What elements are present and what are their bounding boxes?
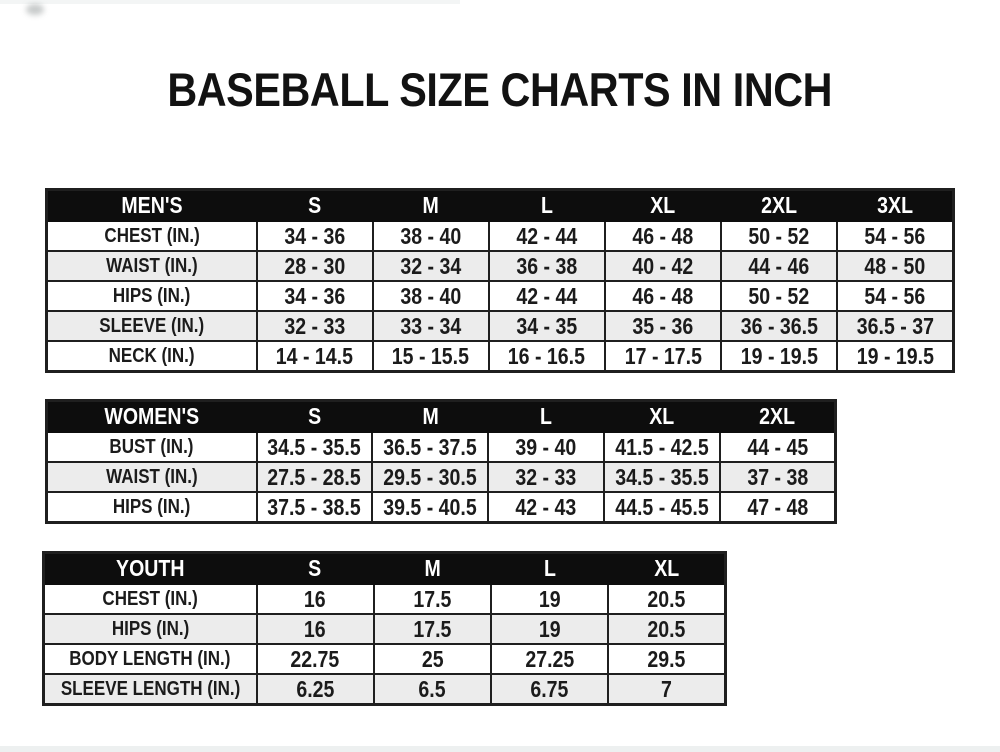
size-value-cell — [605, 311, 721, 341]
cell-text: 44 - 45 — [746, 433, 808, 460]
cell-text: 50 - 52 — [748, 282, 810, 309]
size-column-header — [489, 190, 605, 222]
cell-text: 44 - 46 — [748, 252, 810, 279]
size-column-header — [837, 190, 953, 222]
table-row — [47, 251, 954, 281]
size-value-cell — [257, 432, 373, 462]
header-text: 3XL — [877, 192, 914, 218]
cell-text: HIPS (IN.) — [113, 495, 191, 518]
cell-text: 38 - 40 — [400, 222, 462, 249]
cell-text: 36.5 - 37 — [856, 312, 934, 339]
size-value-cell — [257, 221, 373, 251]
cell-text: 36.5 - 37.5 — [383, 433, 477, 460]
cell-text: 37 - 38 — [746, 463, 808, 490]
cell-text: 19 — [538, 615, 561, 642]
size-value-cell — [491, 644, 608, 674]
size-column-header — [257, 553, 374, 585]
cell-text: 37.5 - 38.5 — [267, 493, 362, 520]
table-row — [47, 311, 954, 341]
size-column-header — [721, 190, 837, 222]
cell-text: 42 - 44 — [516, 282, 578, 309]
header-text: M — [424, 555, 441, 581]
size-value-cell — [489, 311, 605, 341]
scan-artifact-speck — [26, 4, 44, 15]
mens-size-table — [45, 188, 955, 373]
size-value-cell — [608, 584, 725, 614]
size-column-header — [372, 401, 488, 433]
size-value-cell — [491, 674, 608, 705]
cell-text: 29.5 - 30.5 — [383, 463, 477, 490]
cell-text: 41.5 - 42.5 — [615, 433, 709, 460]
size-value-cell — [720, 462, 836, 492]
size-value-cell — [257, 584, 374, 614]
cell-text: CHEST (IN.) — [102, 587, 198, 610]
cell-text: 20.5 — [647, 585, 686, 612]
size-value-cell — [257, 311, 373, 341]
header-text: 2XL — [759, 403, 796, 429]
cell-text: 34 - 35 — [516, 312, 578, 339]
womens-size-table — [45, 399, 837, 524]
cell-text: WAIST (IN.) — [105, 254, 198, 277]
row-label-cell — [44, 614, 257, 644]
size-value-cell — [720, 432, 836, 462]
youth-size-table — [42, 551, 727, 706]
cell-text: 6.5 — [418, 675, 446, 702]
table-row — [47, 221, 954, 251]
cell-text: 34.5 - 35.5 — [267, 433, 362, 460]
size-value-cell — [257, 341, 373, 372]
row-label-cell — [44, 674, 257, 705]
cell-text: 46 - 48 — [632, 282, 694, 309]
header-text: S — [307, 403, 321, 429]
row-label-cell — [47, 462, 257, 492]
size-value-cell — [608, 644, 725, 674]
size-value-cell — [604, 492, 720, 523]
size-column-header — [720, 401, 836, 433]
table-row — [47, 341, 954, 372]
cell-text: 36 - 36.5 — [740, 312, 818, 339]
cell-text: 48 - 50 — [864, 252, 926, 279]
row-label-cell — [47, 341, 257, 372]
header-text: M — [422, 192, 439, 218]
size-value-cell — [721, 221, 837, 251]
size-value-cell — [604, 462, 720, 492]
cell-text: SLEEVE LENGTH (IN.) — [60, 677, 241, 700]
cell-text: 16 - 16.5 — [508, 342, 586, 369]
cell-text: 17.5 — [413, 615, 452, 642]
cell-text: 25 — [421, 645, 444, 672]
row-label-cell — [47, 251, 257, 281]
table-row — [47, 281, 954, 311]
cell-text: 47 - 48 — [746, 493, 808, 520]
row-label-cell — [47, 281, 257, 311]
size-value-cell — [257, 462, 373, 492]
size-value-cell — [489, 281, 605, 311]
cell-text: 14 - 14.5 — [275, 342, 354, 369]
cell-text: 34 - 36 — [284, 282, 346, 309]
size-value-cell — [837, 221, 953, 251]
cell-text: 40 - 42 — [632, 252, 694, 279]
size-column-header — [605, 190, 721, 222]
size-value-cell — [608, 614, 725, 644]
table-row — [47, 432, 836, 462]
size-value-cell — [720, 492, 836, 523]
cell-text: 34.5 - 35.5 — [615, 463, 709, 490]
cell-text: 39 - 40 — [515, 433, 577, 460]
table-row — [47, 462, 836, 492]
group-title-header — [44, 553, 257, 585]
cell-text: 16 — [304, 615, 327, 642]
size-value-cell — [257, 644, 374, 674]
header-text: M — [422, 403, 439, 429]
size-value-cell — [372, 432, 488, 462]
size-value-cell — [837, 341, 953, 372]
size-value-cell — [372, 492, 488, 523]
cell-text: 17.5 — [413, 585, 452, 612]
size-value-cell — [721, 251, 837, 281]
scan-artifact-bottom — [0, 746, 1000, 752]
cell-text: 39.5 - 40.5 — [383, 493, 477, 520]
cell-text: 44.5 - 45.5 — [615, 493, 709, 520]
cell-text: 50 - 52 — [748, 222, 810, 249]
cell-text: 32 - 34 — [400, 252, 462, 279]
header-text: L — [543, 555, 556, 581]
size-value-cell — [605, 341, 721, 372]
size-column-header — [257, 190, 373, 222]
page-title — [0, 64, 1000, 121]
cell-text: 29.5 — [647, 645, 686, 672]
cell-text: 19 - 19.5 — [740, 342, 818, 369]
header-text: S — [308, 192, 322, 218]
scan-artifact-top — [0, 0, 460, 4]
cell-text: WAIST (IN.) — [105, 465, 198, 488]
cell-text: HIPS (IN.) — [111, 617, 189, 640]
page-title-text: BASEBALL SIZE CHARTS IN INCH — [167, 63, 833, 116]
cell-text: 35 - 36 — [632, 312, 694, 339]
cell-text: 20.5 — [647, 615, 686, 642]
cell-text: 17 - 17.5 — [624, 342, 702, 369]
size-value-cell — [374, 644, 491, 674]
size-value-cell — [489, 251, 605, 281]
size-column-header — [257, 401, 373, 433]
cell-text: 54 - 56 — [864, 222, 926, 249]
cell-text: 28 - 30 — [284, 252, 346, 279]
size-value-cell — [837, 281, 953, 311]
cell-text: 36 - 38 — [516, 252, 578, 279]
row-label-cell — [47, 492, 257, 523]
size-value-cell — [608, 674, 725, 705]
cell-text: 33 - 34 — [400, 312, 462, 339]
header-text: XL — [649, 403, 675, 429]
size-value-cell — [605, 221, 721, 251]
cell-text: 27.25 — [525, 645, 575, 672]
size-value-cell — [837, 251, 953, 281]
size-value-cell — [373, 251, 489, 281]
size-value-cell — [373, 341, 489, 372]
size-value-cell — [257, 674, 374, 705]
cell-text: 19 — [538, 585, 561, 612]
size-column-header — [488, 401, 604, 433]
cell-text: 46 - 48 — [632, 222, 694, 249]
size-column-header — [491, 553, 608, 585]
size-value-cell — [488, 462, 604, 492]
size-value-cell — [491, 614, 608, 644]
cell-text: 42 - 44 — [516, 222, 578, 249]
cell-text: SLEEVE (IN.) — [99, 314, 205, 337]
size-value-cell — [373, 311, 489, 341]
cell-text: 22.75 — [290, 645, 340, 672]
cell-text: 6.25 — [296, 675, 335, 702]
cell-text: BUST (IN.) — [109, 435, 194, 458]
cell-text: 32 - 33 — [284, 312, 346, 339]
row-label-cell — [47, 311, 257, 341]
cell-text: 27.5 - 28.5 — [267, 463, 362, 490]
size-value-cell — [721, 281, 837, 311]
header-text: L — [540, 192, 553, 218]
size-value-cell — [373, 281, 489, 311]
size-value-cell — [257, 614, 374, 644]
size-value-cell — [605, 281, 721, 311]
size-value-cell — [257, 281, 373, 311]
cell-text: 32 - 33 — [515, 463, 577, 490]
size-value-cell — [373, 221, 489, 251]
table-row — [44, 584, 726, 614]
cell-text: NECK (IN.) — [108, 344, 195, 367]
header-row — [44, 553, 726, 585]
size-column-header — [373, 190, 489, 222]
size-value-cell — [372, 462, 488, 492]
cell-text: 54 - 56 — [864, 282, 926, 309]
table-row — [47, 492, 836, 523]
size-value-cell — [257, 251, 373, 281]
header-row — [47, 190, 954, 222]
cell-text: BODY LENGTH (IN.) — [69, 647, 231, 670]
size-value-cell — [488, 432, 604, 462]
header-text: 2XL — [761, 192, 798, 218]
cell-text: 38 - 40 — [400, 282, 462, 309]
table-row — [44, 674, 726, 705]
cell-text: 16 — [304, 585, 327, 612]
header-text: XL — [650, 192, 676, 218]
size-column-header — [608, 553, 725, 585]
cell-text: 6.75 — [530, 675, 569, 702]
size-column-header — [374, 553, 491, 585]
cell-text: 7 — [661, 675, 673, 702]
row-label-cell — [44, 644, 257, 674]
header-text: L — [540, 403, 552, 429]
size-value-cell — [374, 614, 491, 644]
size-column-header — [604, 401, 720, 433]
size-value-cell — [488, 492, 604, 523]
group-title-header — [47, 401, 257, 433]
row-label-cell — [44, 584, 257, 614]
size-value-cell — [489, 341, 605, 372]
table-row — [44, 614, 726, 644]
cell-text: 19 - 19.5 — [856, 342, 934, 369]
size-value-cell — [604, 432, 720, 462]
table-row — [44, 644, 726, 674]
header-text: YOUTH — [116, 555, 185, 581]
size-value-cell — [491, 584, 608, 614]
size-value-cell — [605, 251, 721, 281]
header-text: MEN'S — [121, 192, 183, 218]
cell-text: 42 - 43 — [515, 493, 577, 520]
row-label-cell — [47, 221, 257, 251]
row-label-cell — [47, 432, 257, 462]
size-value-cell — [489, 221, 605, 251]
cell-text: 34 - 36 — [284, 222, 346, 249]
size-value-cell — [721, 311, 837, 341]
cell-text: 15 - 15.5 — [392, 342, 470, 369]
cell-text: HIPS (IN.) — [113, 284, 191, 307]
size-value-cell — [721, 341, 837, 372]
header-row — [47, 401, 836, 433]
size-value-cell — [374, 584, 491, 614]
size-value-cell — [374, 674, 491, 705]
header-text: WOMEN'S — [104, 403, 200, 429]
header-text: XL — [654, 555, 680, 581]
size-value-cell — [257, 492, 373, 523]
cell-text: CHEST (IN.) — [104, 224, 200, 247]
group-title-header — [47, 190, 257, 222]
header-text: S — [308, 555, 322, 581]
size-value-cell — [837, 311, 953, 341]
